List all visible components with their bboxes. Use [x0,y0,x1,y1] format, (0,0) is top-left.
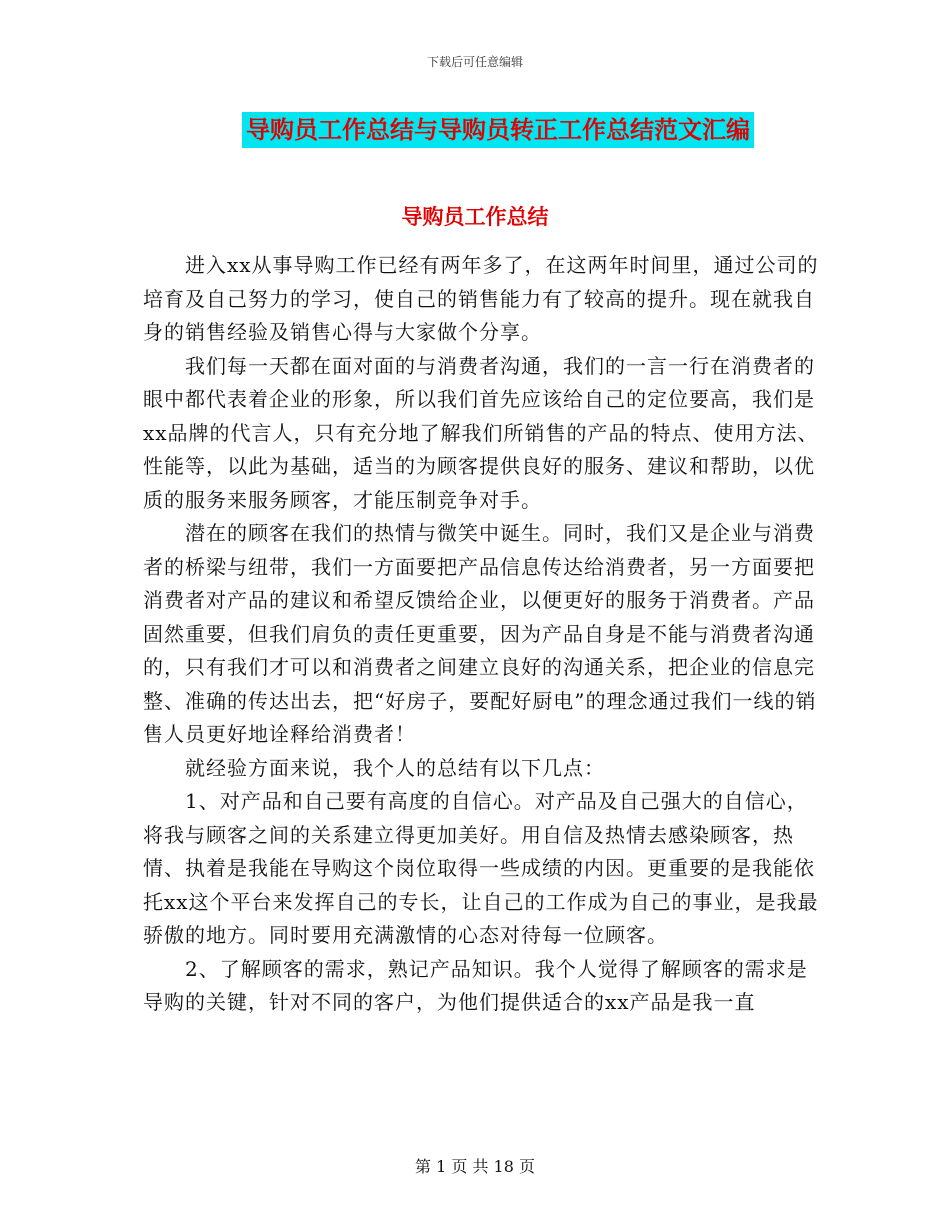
header-note: 下载后可任意编辑 [426,55,523,69]
section-title: 导购员工作总结 [401,205,549,229]
body-text [143,249,823,1020]
main-title-wrap [0,112,950,148]
paragraph: 进入xx从事导购工作已经有两年多了，在这两年时间里，通过公司的培育及自己努力的学习，使自己的销售能力有了较高的提升。现在就我自身的销售经验及销售心得与大家做个分享。 [143,253,819,344]
page-footer: 第 1 页 共 18 页 [415,1157,535,1176]
paragraph: 2、了解顾客的需求，熟记产品知识。我个人觉得了解顾客的需求是导购的关键，针对不同的客户，为他们提供适合的xx产品是我一直 [143,956,808,1014]
paragraph: 1、对产品和自己要有高度的自信心。对产品及自己强大的自信心，将我与顾客之间的关系建立得更加美好。用自信及热情去感染顾客，热情、执着是我能在导购这个岗位取得一些成绩的内因。更重要的是我能依托xx这个平台来发挥自己的专长，让自己的工作成为自己的事业，是我最骄傲的地方。同时要用充满激情的心态对待每一位顾客。 [143,789,819,947]
paragraph: 我们每一天都在面对面的与消费者沟通，我们的一言一行在消费者的眼中都代表着企业的形象，所以我们首先应该给自己的定位要高，我们是xx品牌的代言人，只有充分地了解我们所销售的产品的特点、使用方法、性能等，以此为基础，适当的为顾客提供良好的服务、建议和帮助，以优质的服务来服务顾客，才能压制竞争对手。 [143,353,819,512]
document-title: 导购员工作总结与导购员转正工作总结范文汇编 [242,112,754,148]
paragraph: 潜在的顾客在我们的热情与微笑中诞生。同时，我们又是企业与消费者的桥梁与纽带，我们一方面要把产品信息传达给消费者，另一方面要把消费者对产品的建议和希望反馈给企业，以便更好的服务于消费者。产品固然重要，但我们肩负的责任更重要，因为产品自身是不能与消费者沟通的，只有我们才可以和消费者之间建立良好的沟通关系，把企业的信息完整、准确的传达出去，把“好房子，要配好厨电”的理念通过我们一线的销售人员更好地诠释给消费者！ [143,521,817,746]
paragraph: 就经验方面来说，我个人的总结有以下几点： [143,755,605,780]
